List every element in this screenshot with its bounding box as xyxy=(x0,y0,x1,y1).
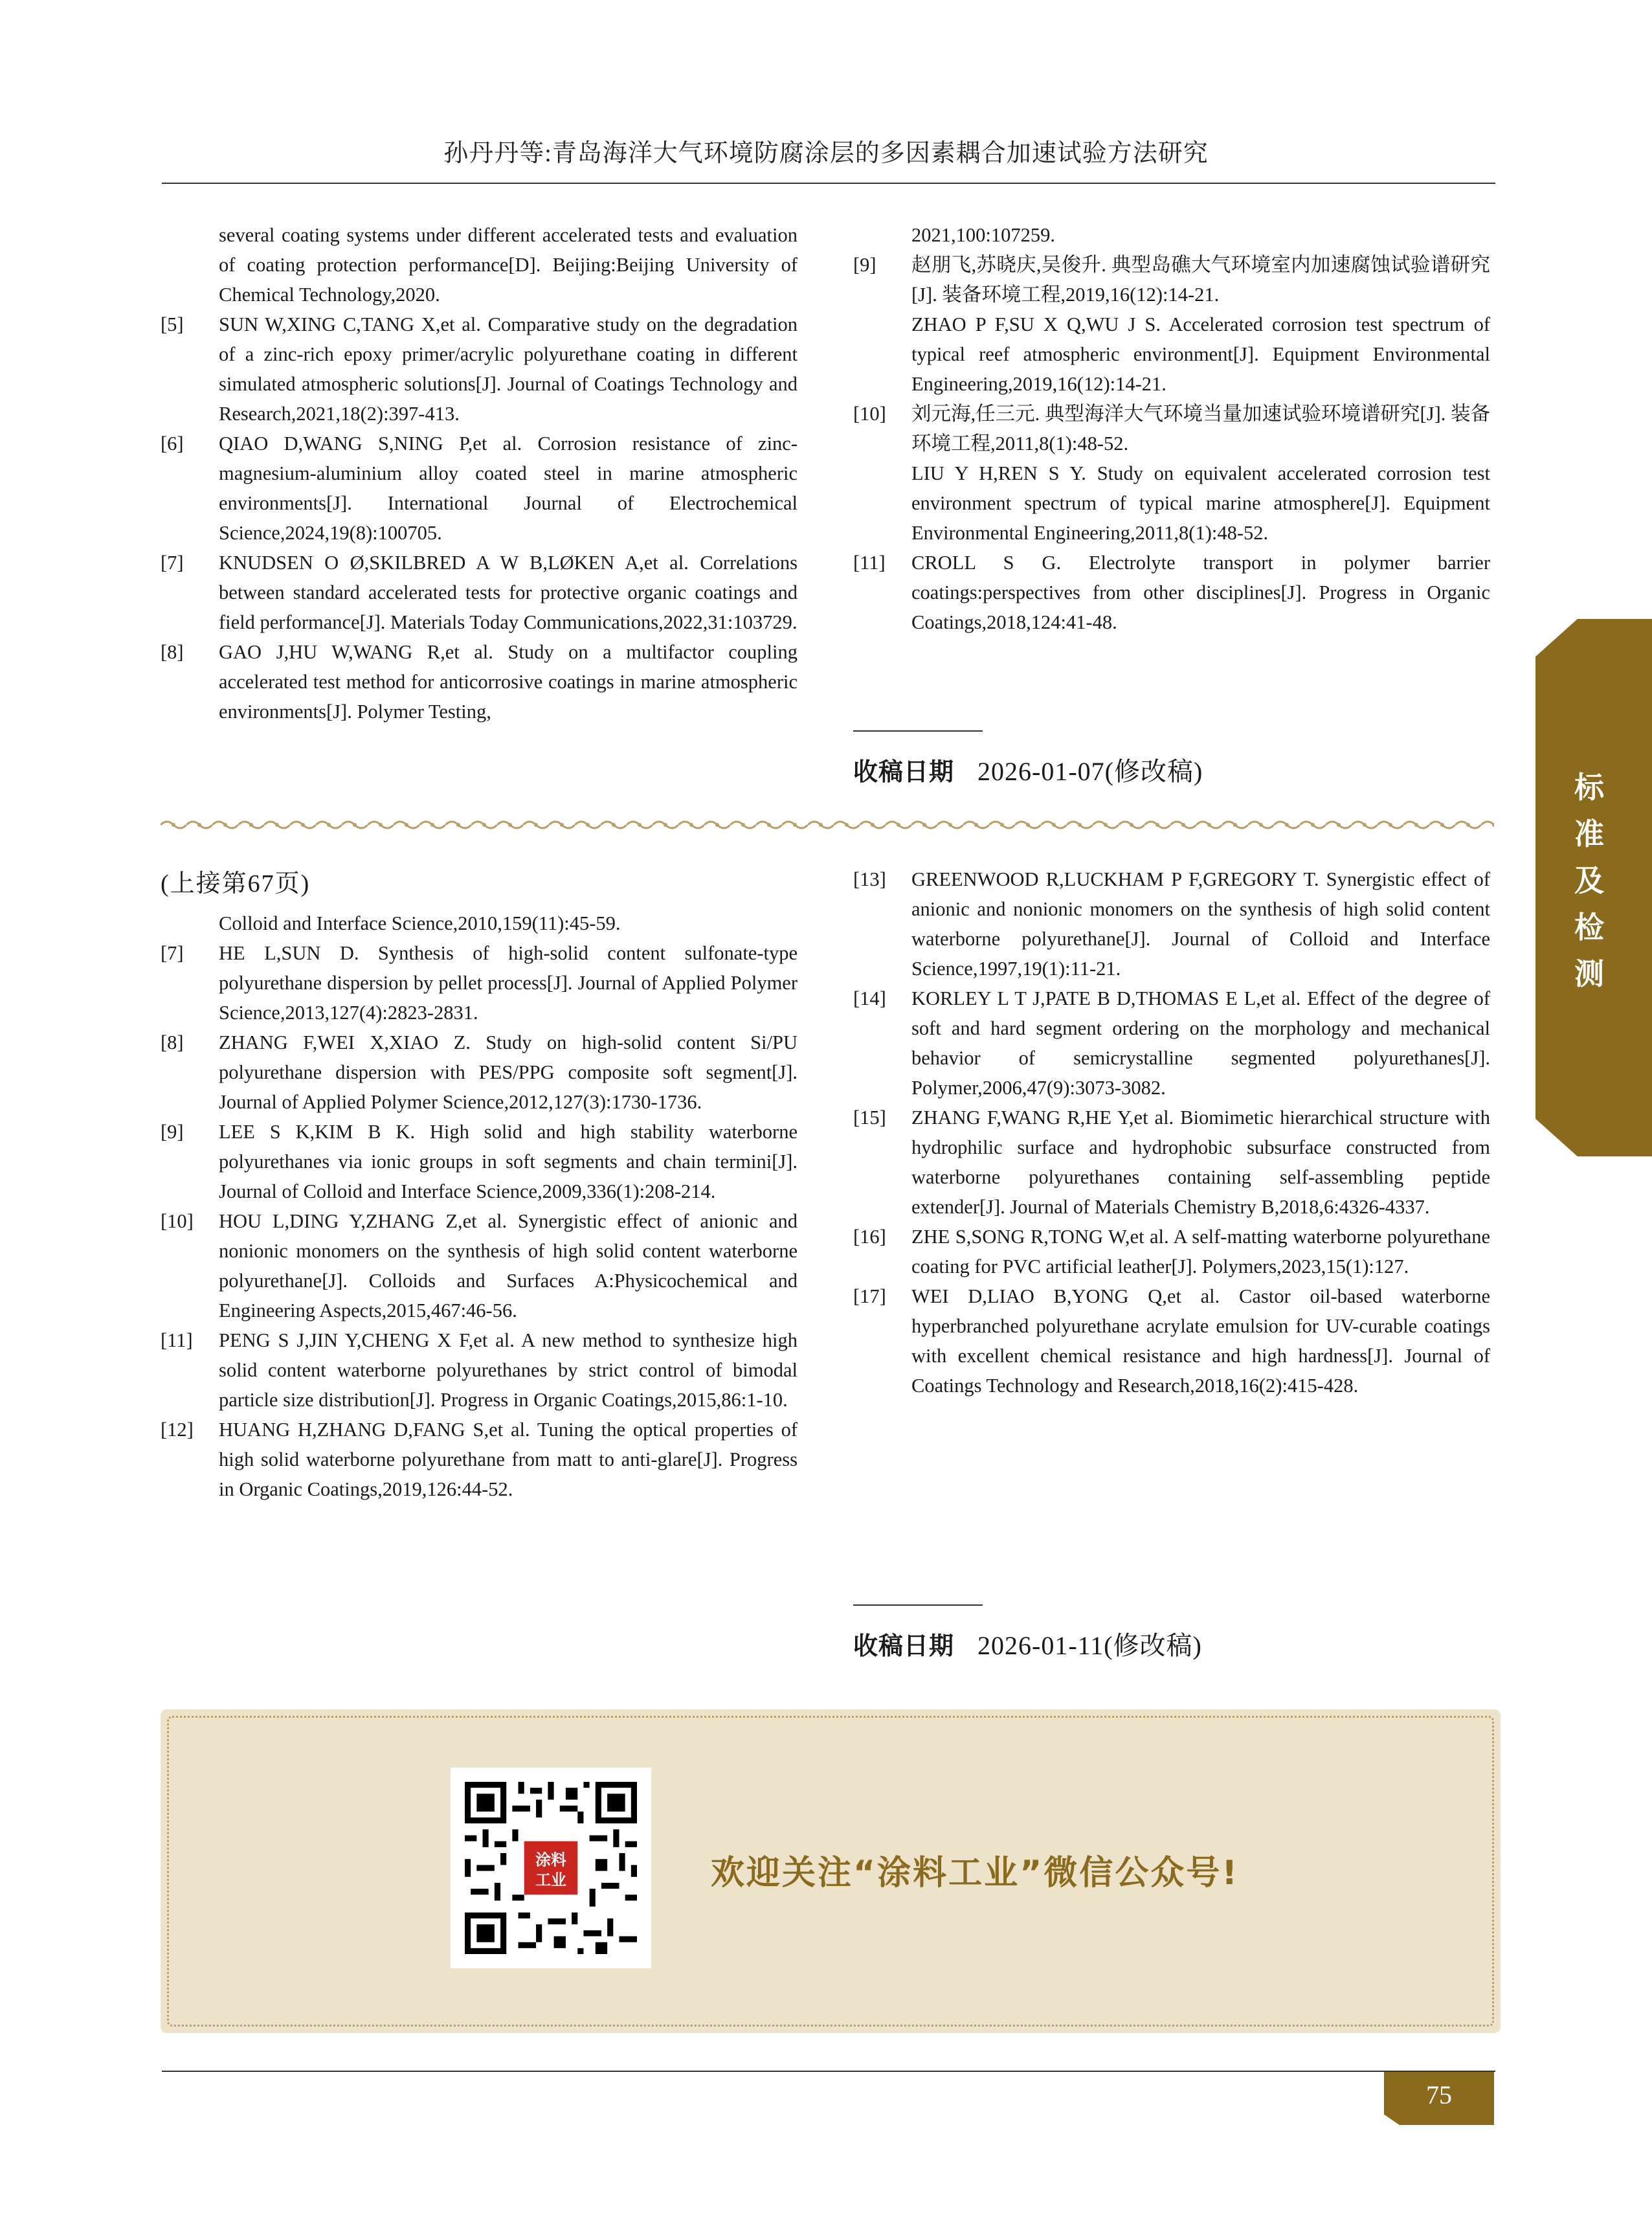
bottom-left-column xyxy=(161,864,798,1504)
reference-number: [10] xyxy=(853,403,886,425)
reference-item xyxy=(853,864,1490,984)
reference-number: [7] xyxy=(161,942,184,964)
reference-number: [7] xyxy=(161,552,184,574)
qr-logo-text-top: 涂料 xyxy=(535,1850,566,1869)
reference-item xyxy=(161,429,798,548)
received-date xyxy=(853,1625,1202,1662)
reference-number: [11] xyxy=(161,1329,193,1351)
top-left-column xyxy=(161,220,798,726)
reference-text: KORLEY L T J,PATE B D,THOMAS E L,et al. Effect of the degree of soft and hard segment ordering on the morphology and mechanical behavior of semicrystalline segmented polyurethanes[J]. Polymer,2006,47(9):3073-3082. xyxy=(911,987,1490,1099)
reference-item xyxy=(161,548,798,637)
wechat-promo-text: 欢迎关注“涂料工业”微信公众号! xyxy=(711,1854,1240,1893)
qr-code-icon xyxy=(465,1782,637,1954)
reference-number: [9] xyxy=(161,1121,184,1143)
continued-from-label: (上接第67页) xyxy=(161,870,311,897)
reference-number: [12] xyxy=(161,1419,194,1441)
received-date-value: 2026-01-11(修改稿) xyxy=(977,1631,1202,1660)
reference-number: [16] xyxy=(853,1226,886,1248)
reference-number: [6] xyxy=(161,433,184,455)
reference-item xyxy=(853,1222,1490,1281)
reference-item xyxy=(853,548,1490,637)
reference-text-english: ZHAO P F,SU X Q,WU J S. Accelerated corrosion test spectrum of typical reef atmospheric environment[J]. Equipment Environmental Engineering,2019,16(12):14-21. xyxy=(911,313,1490,395)
received-date-label: 收稿日期 xyxy=(853,1632,955,1660)
reference-item xyxy=(853,399,1490,548)
section-char: 及 xyxy=(1574,863,1604,898)
reference-text: GREENWOOD R,LUCKHAM P F,GREGORY T. Synergistic effect of anionic and nonionic monomers on the synthesis of high solid content waterborne polyurethane[J]. Journal of Colloid and Interface Science,1997,19(1):11-21. xyxy=(911,868,1490,980)
reference-number: [10] xyxy=(161,1210,194,1232)
footer-rule xyxy=(162,2071,1495,2072)
reference-text: KNUDSEN O Ø,SKILBRED A W B,LØKEN A,et al. Correlations between standard accelerated tests for protective organic coatings and field performance[J]. Materials Today Communications,2022,31:103729. xyxy=(219,552,798,633)
reference-number: [8] xyxy=(161,1031,184,1053)
decorative-divider xyxy=(161,817,1494,833)
section-char: 准 xyxy=(1574,816,1604,851)
reference-continuation: several coating systems under different accelerated tests and evaluation of coating protection performance[D]. Beijing:Beijing University of Chemical Technology,2020. xyxy=(219,224,798,306)
reference-number: [15] xyxy=(853,1107,886,1129)
reference-number: [14] xyxy=(853,987,886,1009)
reference-item xyxy=(161,1415,798,1504)
reference-item xyxy=(853,250,1490,399)
section-char: 检 xyxy=(1574,910,1604,945)
reference-number: [9] xyxy=(853,254,876,276)
qr-logo-text-bottom: 工业 xyxy=(535,1871,566,1889)
section-char: 测 xyxy=(1574,956,1604,991)
page-number: 75 xyxy=(1426,2080,1452,2109)
reference-number: [8] xyxy=(161,641,184,663)
top-right-column xyxy=(853,220,1490,637)
reference-text: HOU L,DING Y,ZHANG Z,et al. Synergistic effect of anionic and nonionic monomers on the synthesis of high solid content waterborne polyurethane[J]. Colloids and Surfaces A:Physicochemical and Engineering Aspects,2015,467:46-56. xyxy=(219,1210,798,1321)
reference-continuation: Colloid and Interface Science,2010,159(11):45-59. xyxy=(219,912,621,934)
running-header: 孙丹丹等:青岛海洋大气环境防腐涂层的多因素耦合加速试验方法研究 xyxy=(443,140,1209,167)
reference-text: GAO J,HU W,WANG R,et al. Study on a multifactor coupling accelerated test method for anticorrosive coatings in marine atmospheric environments[J]. Polymer Testing, xyxy=(219,641,798,723)
received-date-label: 收稿日期 xyxy=(853,758,955,786)
reference-text: HUANG H,ZHANG D,FANG S,et al. Tuning the optical properties of high solid waterborne polyurethane from matt to anti-glare[J]. Progress in Organic Coatings,2019,126:44-52. xyxy=(219,1419,798,1500)
qr-code xyxy=(451,1768,651,1968)
reference-text: QIAO D,WANG S,NING P,et al. Corrosion resistance of zinc-magnesium-aluminium alloy coated steel in marine atmospheric environments[J]. International Journal of Electrochemical Science,2024,19(8):100705. xyxy=(219,433,798,544)
received-date-rule xyxy=(853,1604,983,1606)
reference-item xyxy=(161,1117,798,1206)
reference-text: LEE S K,KIM B K. High solid and high stability waterborne polyurethanes via ionic groups in soft segments and chain termini[J]. Journal of Colloid and Interface Science,2009,336(1):208-214. xyxy=(219,1121,798,1202)
reference-item xyxy=(161,1206,798,1325)
reference-item xyxy=(161,938,798,1028)
reference-text: CROLL S G. Electrolyte transport in polymer barrier coatings:perspectives from other disciplines[J]. Progress in Organic Coatings,2018,124:41-48. xyxy=(911,552,1490,633)
header-rule xyxy=(162,183,1495,184)
reference-text: WEI D,LIAO B,YONG Q,et al. Castor oil-based waterborne hyperbranched polyurethane acrylate emulsion for UV-curable coatings with excellent chemical resistance and high hardness[J]. Journal of Coatings Technology and Research,2018,16(2):415-428. xyxy=(911,1285,1490,1397)
received-date xyxy=(853,751,1203,788)
reference-number: [5] xyxy=(161,313,184,335)
section-char: 标 xyxy=(1574,770,1604,805)
reference-text-english: LIU Y H,REN S Y. Study on equivalent accelerated corrosion test environment spectrum of typical marine atmosphere[J]. Equipment Environmental Engineering,2011,8(1):48-52. xyxy=(911,462,1490,544)
reference-item xyxy=(161,1325,798,1415)
reference-text: SUN W,XING C,TANG X,et al. Comparative study on the degradation of a zinc-rich epoxy primer/acrylic polyurethane coating in different simulated atmospheric solutions[J]. Journal of Coatings Technology and Research,2021,18(2):397-413. xyxy=(219,313,798,425)
received-date-value: 2026-01-07(修改稿) xyxy=(977,757,1203,786)
reference-text: ZHANG F,WANG R,HE Y,et al. Biomimetic hierarchical structure with hydrophilic surface and hydrophobic subsurface constructed from waterborne polyurethanes containing self-assembling peptide extender[J]. Journal of Materials Chemistry B,2018,6:4326-4337. xyxy=(911,1107,1490,1218)
reference-text: ZHANG F,WEI X,XIAO Z. Study on high-solid content Si/PU polyurethane dispersion with PES/PPG composite soft segment[J]. Journal of Applied Polymer Science,2012,127(3):1730-1736. xyxy=(219,1031,798,1113)
reference-text: ZHE S,SONG R,TONG W,et al. A self-matting waterborne polyurethane coating for PVC artificial leather[J]. Polymers,2023,15(1):127. xyxy=(911,1226,1490,1277)
reference-item xyxy=(853,984,1490,1103)
reference-item xyxy=(853,1281,1490,1400)
reference-text: PENG S J,JIN Y,CHENG X F,et al. A new method to synthesize high solid content waterborne polyurethanes by strict control of bimodal particle size distribution[J]. Progress in Organic Coatings,2015,86:1-10. xyxy=(219,1329,798,1411)
reference-continuation: 2021,100:107259. xyxy=(911,224,1055,246)
reference-number: [11] xyxy=(853,552,886,574)
reference-text: 刘元海,任三元. 典型海洋大气环境当量加速试验环境谱研究[J]. 装备环境工程,2011,8(1):48-52. xyxy=(911,403,1490,455)
reference-number: [17] xyxy=(853,1285,886,1307)
reference-text: HE L,SUN D. Synthesis of high-solid content sulfonate-type polyurethane dispersion by pellet process[J]. Journal of Applied Polymer Science,2013,127(4):2823-2831. xyxy=(219,942,798,1024)
reference-item xyxy=(161,1028,798,1117)
wechat-promo-box xyxy=(161,1709,1501,2033)
reference-item xyxy=(853,1103,1490,1222)
bottom-right-column xyxy=(853,864,1490,1400)
reference-text: 赵朋飞,苏晓庆,吴俊升. 典型岛礁大气环境室内加速腐蚀试验谱研究[J]. 装备环境工程,2019,16(12):14-21. xyxy=(911,254,1490,306)
reference-number: [13] xyxy=(853,868,886,890)
section-side-tab-label xyxy=(1550,764,1628,997)
reference-item xyxy=(161,637,798,726)
received-date-rule xyxy=(853,730,983,732)
reference-item xyxy=(161,309,798,429)
